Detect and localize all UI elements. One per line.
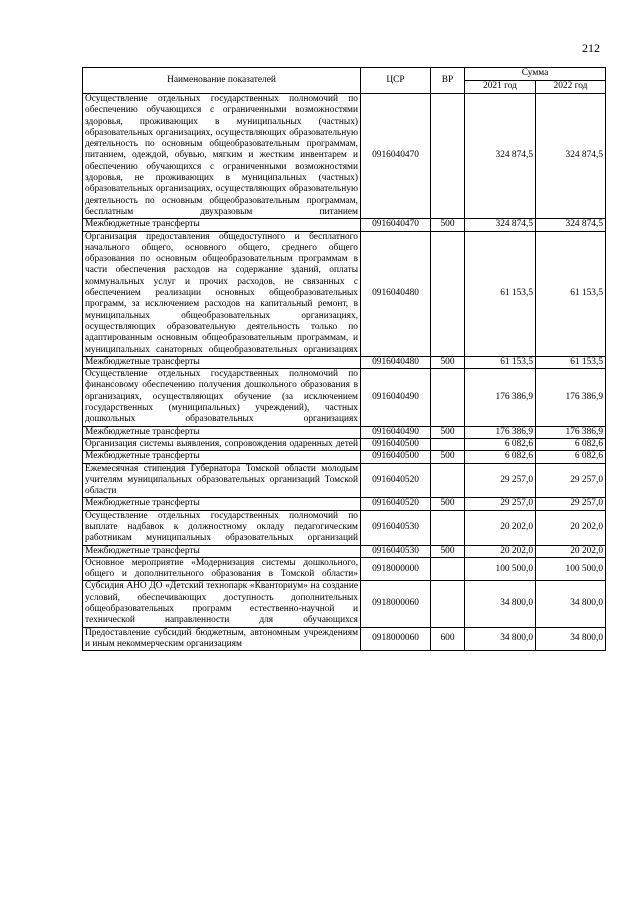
row-name: Организация системы выявления, сопровождения одаренных детей bbox=[83, 438, 361, 450]
row-sum-2021: 324 874,5 bbox=[465, 94, 536, 219]
row-sum-2022: 100 500,0 bbox=[536, 557, 606, 581]
row-csr: 0916040530 bbox=[361, 510, 431, 545]
header-year-2021: 2021 год bbox=[465, 81, 536, 94]
row-vr: 500 bbox=[431, 545, 465, 557]
row-vr bbox=[431, 463, 465, 498]
row-csr: 0916040490 bbox=[361, 369, 431, 426]
row-sum-2021: 61 153,5 bbox=[465, 356, 536, 368]
row-name: Осуществление отдельных государственных полномочий по обеспечению обучающихся с ограниченными возможностями здоровья, проживающих в муниципальных (частных) образовательных организациях, осуществляющих образовательную деятельность по основным общеобразовательным программам, питанием, одеждой, обувью, мягким и жестким инвентарем и обеспечению обучающихся с ограниченными возможностями здоровья, не проживающих в муниципальных (частных) образовательных организациях, осуществляющих образовательную деятельность по основным общеобразовательным программам, бесплатным двухразовым питанием bbox=[83, 94, 361, 219]
row-name: Субсидия АНО ДО «Детский технопарк «Кванториум» на создание условий, обеспечивающих доступность дополнительных общеобразовательных программ естественно-научной и технической направленности для обучающихся bbox=[83, 581, 361, 627]
row-sum-2021: 29 257,0 bbox=[465, 498, 536, 510]
row-vr: 600 bbox=[431, 627, 465, 651]
table-row bbox=[83, 581, 606, 627]
row-csr: 0916040530 bbox=[361, 545, 431, 557]
row-csr: 0918000000 bbox=[361, 557, 431, 581]
row-vr: 500 bbox=[431, 356, 465, 368]
row-sum-2022: 6 082,6 bbox=[536, 451, 606, 463]
row-sum-2021: 6 082,6 bbox=[465, 438, 536, 450]
row-sum-2021: 100 500,0 bbox=[465, 557, 536, 581]
table-row bbox=[83, 510, 606, 545]
row-sum-2021: 324 874,5 bbox=[465, 219, 536, 231]
row-name: Осуществление отдельных государственных полномочий по выплате надбавок к должностному окладу педагогическим работникам муниципальных образовательных организаций bbox=[83, 510, 361, 545]
row-sum-2022: 176 386,9 bbox=[536, 369, 606, 426]
table-row bbox=[83, 426, 606, 438]
row-csr: 0918000060 bbox=[361, 581, 431, 627]
row-name: Межбюджетные трансферты bbox=[83, 426, 361, 438]
row-csr: 0916040520 bbox=[361, 463, 431, 498]
row-vr bbox=[431, 369, 465, 426]
row-name: Межбюджетные трансферты bbox=[83, 356, 361, 368]
row-vr: 500 bbox=[431, 498, 465, 510]
row-name: Организация предоставления общедоступного и бесплатного начального общего, основного общего, среднего общего образования по основным общеобразовательным программам в части обеспечения расходов на содержание зданий, оплаты коммунальных услуг и прочих расходов, не связанных с обеспечением реализации основных общеобразовательных программ, за исключением расходов на капитальный ремонт, в муниципальных общеобразовательных организациях, осуществляющих образовательную деятельность только по адаптированным основным общеобразовательным программам, и муниципальных санаторных общеобразовательных организациях bbox=[83, 231, 361, 356]
row-sum-2021: 20 202,0 bbox=[465, 545, 536, 557]
row-name: Предоставление субсидий бюджетным, автономным учреждениям и иным некоммерческим организациям bbox=[83, 627, 361, 651]
row-sum-2021: 176 386,9 bbox=[465, 426, 536, 438]
row-sum-2022: 20 202,0 bbox=[536, 510, 606, 545]
row-sum-2022: 29 257,0 bbox=[536, 498, 606, 510]
row-sum-2021: 34 800,0 bbox=[465, 627, 536, 651]
row-vr bbox=[431, 94, 465, 219]
table-row bbox=[83, 438, 606, 450]
row-sum-2022: 61 153,5 bbox=[536, 356, 606, 368]
row-csr: 0916040500 bbox=[361, 451, 431, 463]
table-row bbox=[83, 498, 606, 510]
row-sum-2022: 6 082,6 bbox=[536, 438, 606, 450]
row-csr: 0916040500 bbox=[361, 438, 431, 450]
row-vr bbox=[431, 510, 465, 545]
table-body bbox=[83, 94, 606, 651]
row-csr: 0918000060 bbox=[361, 627, 431, 651]
row-name: Межбюджетные трансферты bbox=[83, 545, 361, 557]
table-row bbox=[83, 627, 606, 651]
header-year-2022: 2022 год bbox=[536, 81, 606, 94]
row-sum-2022: 61 153,5 bbox=[536, 231, 606, 356]
table-row bbox=[83, 557, 606, 581]
header-vr: ВР bbox=[431, 68, 465, 94]
row-vr: 500 bbox=[431, 451, 465, 463]
row-csr: 0916040490 bbox=[361, 426, 431, 438]
row-sum-2022: 34 800,0 bbox=[536, 627, 606, 651]
table-row bbox=[83, 369, 606, 426]
row-vr bbox=[431, 557, 465, 581]
row-vr bbox=[431, 231, 465, 356]
row-sum-2021: 176 386,9 bbox=[465, 369, 536, 426]
row-vr: 500 bbox=[431, 426, 465, 438]
row-name: Межбюджетные трансферты bbox=[83, 219, 361, 231]
row-sum-2021: 61 153,5 bbox=[465, 231, 536, 356]
table-row bbox=[83, 545, 606, 557]
row-sum-2021: 6 082,6 bbox=[465, 451, 536, 463]
table-row bbox=[83, 451, 606, 463]
row-csr: 0916040480 bbox=[361, 231, 431, 356]
table-row bbox=[83, 94, 606, 219]
row-sum-2022: 20 202,0 bbox=[536, 545, 606, 557]
row-name: Межбюджетные трансферты bbox=[83, 451, 361, 463]
row-vr: 500 bbox=[431, 219, 465, 231]
row-sum-2022: 324 874,5 bbox=[536, 219, 606, 231]
budget-table bbox=[82, 67, 606, 651]
row-vr bbox=[431, 438, 465, 450]
row-csr: 0916040520 bbox=[361, 498, 431, 510]
table-row bbox=[83, 463, 606, 498]
page-number: 212 bbox=[582, 41, 600, 55]
row-sum-2021: 20 202,0 bbox=[465, 510, 536, 545]
row-sum-2021: 29 257,0 bbox=[465, 463, 536, 498]
row-name: Основное мероприятие «Модернизация системы дошкольного, общего и дополнительного образования в Томской области» bbox=[83, 557, 361, 581]
row-vr bbox=[431, 581, 465, 627]
row-name: Ежемесячная стипендия Губернатора Томской области молодым учителям муниципальных образовательных организаций Томской области bbox=[83, 463, 361, 498]
table-row bbox=[83, 356, 606, 368]
row-csr: 0916040470 bbox=[361, 94, 431, 219]
header-csr: ЦСР bbox=[361, 68, 431, 94]
row-sum-2022: 176 386,9 bbox=[536, 426, 606, 438]
row-sum-2021: 34 800,0 bbox=[465, 581, 536, 627]
row-sum-2022: 324 874,5 bbox=[536, 94, 606, 219]
row-name: Межбюджетные трансферты bbox=[83, 498, 361, 510]
table-row bbox=[83, 231, 606, 356]
row-sum-2022: 29 257,0 bbox=[536, 463, 606, 498]
table-row bbox=[83, 219, 606, 231]
row-name: Осуществление отдельных государственных полномочий по финансовому обеспечению получения дошкольного образования в организациях, осуществляющих обучение (за исключением государственных (муниципальных) учреждений), частных дошкольных образовательных организациях bbox=[83, 369, 361, 426]
row-csr: 0916040470 bbox=[361, 219, 431, 231]
header-name: Наименование показателей bbox=[83, 68, 361, 94]
row-sum-2022: 34 800,0 bbox=[536, 581, 606, 627]
row-csr: 0916040480 bbox=[361, 356, 431, 368]
header-sum: Сумма bbox=[465, 68, 606, 81]
